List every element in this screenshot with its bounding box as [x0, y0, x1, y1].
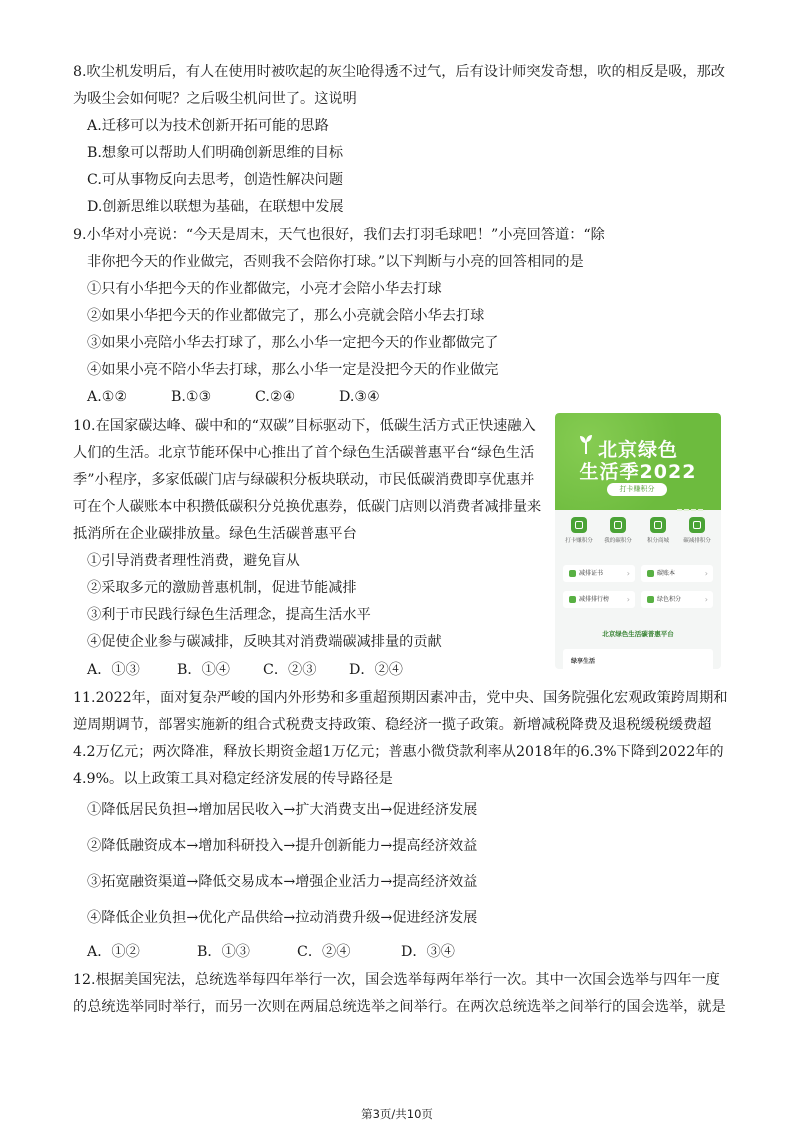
q8-option-b: B.想象可以帮助人们明确创新思维的目标 [87, 145, 344, 161]
app-icon-item-2[interactable] [599, 517, 637, 544]
q8-stem-line2: 为吸尘会如何呢？之后吸尘机问世了。这说明 [73, 91, 357, 107]
app-card-ranking[interactable] [563, 591, 635, 608]
app-icon-label: 我的碳积分 [604, 538, 632, 544]
q10-stem-line3: 季”小程序，多家低碳门店与绿碳积分板块联动，市民低碳消费即享优惠并 [73, 472, 535, 488]
q11-stem-line3: 4.2万亿元；两次降准，释放长期资金超1万亿元；普惠小微贷款利率从2018年的6.3%下降到2022年的 [73, 744, 724, 760]
q9-statement-1: ①只有小华把今天的作业都做完，小亮才会陪小华去打球 [87, 281, 442, 297]
q9-stem-line1: 9.小华对小亮说：“今天是周末，天气也很好，我们去打羽毛球吧！”小亮回答道：“除 [73, 227, 605, 243]
q11-stem-line2: 逆周期调节，部署实施新的组合式税费支持政策、稳经济一揽子政策。新增减税降费及退税缓税缓费超 [73, 717, 712, 733]
carbon-points-icon [610, 517, 626, 533]
q11-path-1: ①降低居民负担→增加居民收入→扩大消费支出→促进经济发展 [87, 802, 478, 818]
app-card-certificate[interactable] [563, 565, 635, 582]
q9-options [87, 388, 380, 406]
q12-stem-line1: 12.根据美国宪法，总统选举每四年举行一次，国会选举每两年举行一次。其中一次国会选举与四年一度 [73, 972, 720, 988]
q11-option-a: A．①② [87, 944, 140, 960]
q10-stem-line5: 抵消所在企业碳排放量。绿色生活碳普惠平台 [73, 526, 357, 542]
q10-option-a: A．①③ [87, 662, 140, 678]
q12-stem-line2: 的总统选举同时举行，而另一次则在两届总统选举之间举行。在两次总统选举之间举行的国会选举，就是 [73, 999, 726, 1015]
banner-title-line2: 生活季2022 [579, 461, 697, 483]
banner-title-line1: 北京绿色 [597, 439, 678, 461]
q9-option-c: C.②④ [255, 389, 296, 405]
q8-stem-line1: 8.吹尘机发明后，有人在使用时被吹起的灰尘呛得透不过气，后有设计师突发奇想，吹的相反是吸，那改 [73, 64, 725, 80]
ledger-icon [647, 570, 654, 577]
q8-option-a: A.迁移可以为技术创新开拓可能的思路 [87, 118, 329, 134]
ranking-icon [569, 596, 576, 603]
chevron-right-icon: › [704, 569, 708, 578]
app-icon-item-3[interactable] [639, 517, 677, 544]
q9-option-d: D.③④ [339, 389, 380, 405]
q10-statement-2: ②采取多元的激励普惠机制，促进节能减排 [87, 580, 357, 596]
q10-stem-line1: 10.在国家碳达峰、碳中和的“双碳”目标驱动下，低碳生活方式正快速融入 [73, 418, 536, 434]
app-bottom-card[interactable] [563, 649, 713, 669]
q11-options [87, 943, 455, 961]
q11-option-d: D．③④ [401, 944, 455, 960]
app-card-label: 绿色积分 [657, 596, 682, 603]
q9-stem-line2: 非你把今天的作业做完，否则我不会陪你打球。”以下判断与小亮的回答相同的是 [87, 254, 584, 270]
q10-statement-1: ①引导消费者理性消费，避免盲从 [87, 553, 300, 569]
q8-option-c: C.可从事物反向去思考，创造性解决问题 [87, 172, 344, 188]
app-icon-label: 打卡赚积分 [565, 538, 593, 544]
checkin-icon [571, 517, 587, 533]
q11-option-b: B．①③ [197, 944, 250, 960]
carousel-dots [677, 499, 705, 515]
chevron-right-icon: › [704, 595, 708, 604]
app-icon-label: 碳减排积分 [683, 538, 711, 544]
q9-statement-2: ②如果小华把今天的作业都做完了，那么小亮就会陪小华去打球 [87, 308, 485, 324]
q11-path-2: ②降低融资成本→增加科研投入→提升创新能力→提高经济效益 [87, 838, 478, 854]
q11-stem-line1: 11.2022年，面对复杂严峻的国内外形势和多重超预期因素冲击，党中央、国务院强化宏观政策跨周期和 [73, 690, 728, 706]
page-number: 第3页/共10页 [361, 1107, 433, 1121]
q9-statement-3: ③如果小亮陪小华去打球了，那么小华一定把今天的作业都做完了 [87, 335, 499, 351]
app-card-points[interactable] [641, 591, 713, 608]
certificate-icon [569, 570, 576, 577]
green-life-app-screenshot [555, 413, 721, 669]
app-icon-row [555, 517, 721, 557]
points-icon [647, 596, 654, 603]
app-card-label: 减排证书 [579, 570, 604, 577]
q9-option-a: A.①② [87, 389, 128, 405]
bottom-card-label: 绿享生活 [571, 658, 596, 665]
q8-option-d: D.创新思维以联想为基础，在联想中发展 [87, 199, 344, 215]
app-banner [555, 413, 721, 510]
q10-option-d: D．②④ [349, 662, 403, 678]
q10-statement-3: ③利于市民践行绿色生活理念，提高生活水平 [87, 607, 371, 623]
q10-option-b: B．①④ [177, 662, 230, 678]
q10-option-c: C．②③ [263, 662, 317, 678]
q10-options [87, 661, 403, 679]
q11-stem-line4: 4.9%。以上政策工具对稳定经济发展的传导路径是 [73, 771, 393, 787]
app-card-label: 减排排行榜 [579, 596, 610, 603]
chevron-right-icon: › [626, 595, 630, 604]
q9-option-b: B.①③ [171, 389, 212, 405]
app-icon-item-1[interactable] [560, 517, 598, 544]
app-icon-item-4[interactable] [678, 517, 716, 544]
banner-checkin-button[interactable]: 打卡赚积分 [607, 483, 667, 496]
q9-statement-4: ④如果小亮不陪小华去打球，那么小华一定是没把今天的作业做完 [87, 362, 499, 378]
app-card-label: 碳账本 [657, 570, 676, 577]
q11-path-3: ③拓宽融资渠道→降低交易成本→增强企业活力→提高经济效益 [87, 874, 478, 890]
app-icon-label: 积分商城 [646, 538, 669, 544]
reduction-points-icon [689, 517, 705, 533]
app-card-ledger[interactable] [641, 565, 713, 582]
q11-option-c: C．②④ [297, 944, 351, 960]
chevron-right-icon: › [626, 569, 630, 578]
q10-stem-line4: 可在个人碳账本中积攒低碳积分兑换优惠券，低碳门店则以消费者减排量来 [73, 499, 542, 515]
q10-stem-line2: 人们的生活。北京节能环保中心推出了首个绿色生活碳普惠平台“绿色生活 [73, 445, 535, 461]
platform-title: 北京绿色生活碳普惠平台 [602, 630, 674, 638]
q11-path-4: ④降低企业负担→优化产品供给→拉动消费升级→促进经济发展 [87, 910, 478, 926]
shop-icon [650, 517, 666, 533]
q10-statement-4: ④促使企业参与碳减排，反映其对消费端碳减排量的贡献 [87, 634, 442, 650]
